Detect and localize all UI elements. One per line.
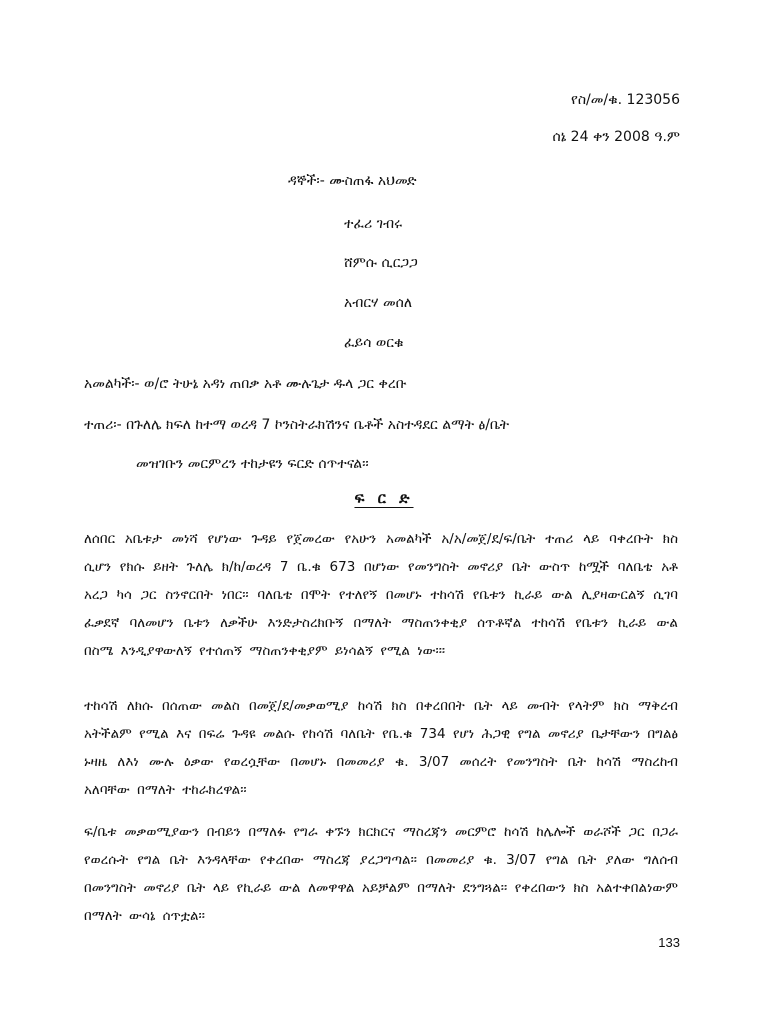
document-date: ሰኔ 24 ቀን 2008 ዓ.ም: [552, 129, 680, 145]
judge-name: ፈይሳ ወርቁ: [344, 335, 404, 351]
judge-name: ተፈሪ ገብሩ: [344, 216, 403, 232]
reference-number: የስ/መ/ቁ. 123056: [570, 92, 680, 108]
judgment-heading: ፍ ር ድ: [354, 489, 414, 507]
judge-name: አብርሃ መሰለ: [344, 295, 413, 311]
examination-statement: መዝገቡን መርምረን ተከታዩን ፍርድ ሰጥተናል፡፡: [136, 456, 369, 472]
respondent-line: ተጠሪ፡- በጉለሌ ክፍለ ከተማ ወረዳ 7 ኮንስትራክሽንና ቤቶች አስተዳደር ልማት ፅ/ቤት: [84, 417, 510, 433]
judgment-paragraph: ለሰበር አቤቱታ መነሻ የሆነው ጉዳይ የጀመረው የአሁን አመልካች አ/አ/መጀ/ደ/ፍ/ቤት ተጠሪ ላይ ባቀረቡት ክስ ሲሆን የክሱ ይዘት ጉለሌ ክ/ከ/ወረዳ 7 ቤ.ቁ 673 በሆነው የመንግስት መኖሪያ ቤት ውስጥ ከሟች ባለቤቴ አቶ አረጋ ካሳ ጋር ስንኖርበት ነበር፡፡ ባለቤቴ በሞት የተለየኝ በመሆኑ ተከሳሽ የቤቱን ኪራይ ውል ሊያዛውርልኝ ሲገባ ፈቃደኛ ባለመሆን ቤቱን ለቃችሁ እንድታስረክቡኝ በማለት ማስጠንቀቂያ ሰጥቶኛል ተከሳሽ የቤቱን ኪራይ ውል በስሜ እንዲያዋውለኝ የተሰጠኝ ማስጠንቀቂያም ይነሳልኝ የሚል ነው፡፡፡: [84, 531, 678, 659]
page-number: 133: [658, 935, 680, 950]
judgment-paragraph: ተከሳሽ ለክሱ በሰጠው መልስ በመጀ/ደ/መቃወሚያ ከሳሽ ክስ በቀረበበት ቤት ላይ መብት የላትም ክስ ማቅረብ አትችልም የሚል እና በፍሬ ጉዳዩ መልሱ የከሳሽ ባለቤት የቤ.ቁ 734 የሆነ ሕጋዊ የግል መኖሪያ ቤታቸውን በግልፅ ኑዛዜ ለእነ ሙሉ ዕቃው የወረሷቸው በመሆኑ በመመሪያ ቁ. 3/07 መሰረት የመንግስት ቤት ከሳሽ ማስረከብ አለባቸው በማለት ተከራክረዋል፡፡: [84, 698, 678, 798]
judges-line: ዳኞች፡- ሙስጠፋ አህመድ: [288, 173, 417, 189]
judge-name: ሸምሱ ሲርጋጋ: [344, 255, 418, 271]
judgment-paragraph: ፍ/ቤቱ መቃወሚያውን በብይን በማለፉ የግራ ቀኙን ክርክርና ማስረጃን መርምሮ ከሳሽ ከሌሎች ወራሾች ጋር በጋራ የወረሱት የግል ቤት እንዳላቸው የቀረበው ማስረጃ ያረጋግጣል፡፡ በመመሪያ ቁ. 3/07 የግል ቤት ያለው ግለሰብ በመንግስት መኖሪያ ቤት ላይ የኪራይ ውል ለመዋዋል አይቻልም በማለት ደንግጓል፡፡ የቀረበውን ክስ አልተቀበልነውም በማለት ውሳኔ ሰጥቷል፡፡: [84, 824, 678, 924]
applicant-line: አመልካች፡- ወ/ሮ ትሁኔ አዳነ ጠበቃ አቶ ሙሉጌታ ዱላ ጋር ቀረቡ: [84, 376, 407, 392]
